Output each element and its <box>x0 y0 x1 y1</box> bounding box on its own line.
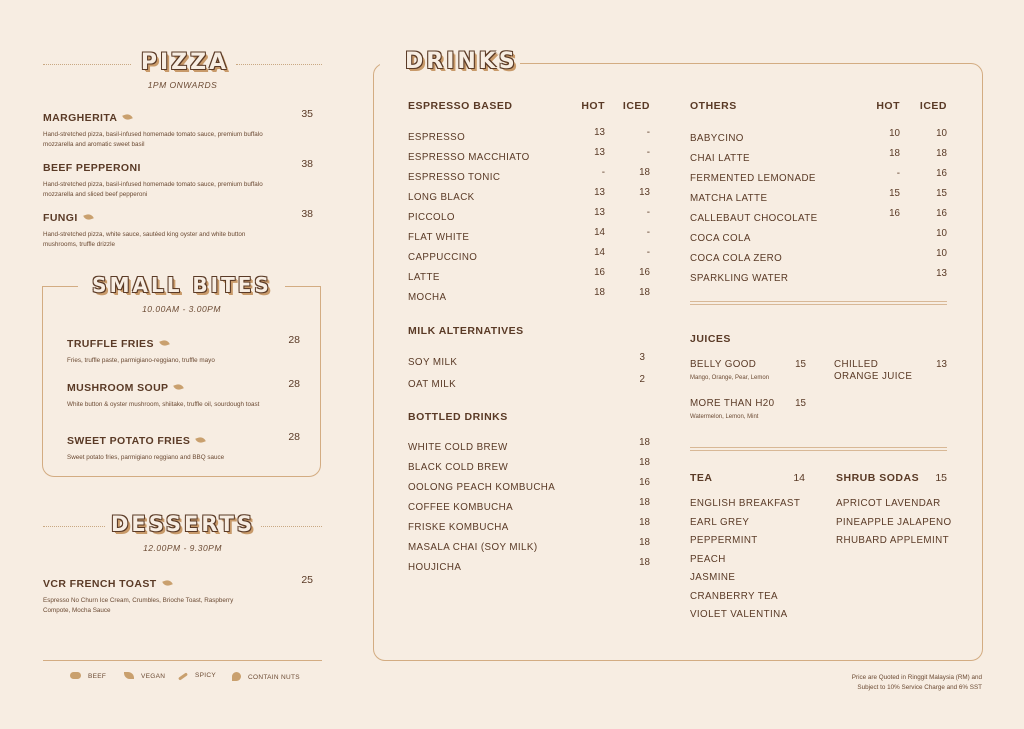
drink-price: 3 <box>639 352 645 363</box>
iced-price: 16 <box>936 208 947 219</box>
hot-price: 16 <box>594 267 605 278</box>
item-price: 38 <box>301 158 313 170</box>
iced-price: 10 <box>936 228 947 239</box>
drink-name: BELLY GOOD <box>690 359 757 370</box>
drink-name: LATTE <box>408 272 440 283</box>
item-description: Fries, truffle paste, parmigiano-reggiano, truffle mayo <box>67 357 215 364</box>
drink-price: 18 <box>639 437 650 448</box>
legend-spicy: SPICY <box>178 672 216 679</box>
menu-item <box>43 158 313 199</box>
legend-beef: BEEF <box>70 672 106 680</box>
juice-item <box>690 398 806 420</box>
divider <box>261 526 322 527</box>
hot-price: 13 <box>594 127 605 138</box>
hot-header: HOT <box>876 100 900 112</box>
espresso-header: ESPRESSO BASED <box>408 100 513 112</box>
drink-name: BLACK COLD BREW <box>408 462 509 473</box>
shrub-price: 15 <box>935 472 947 484</box>
iced-price: 10 <box>936 128 947 139</box>
iced-price: 15 <box>936 188 947 199</box>
iced-price: - <box>646 147 650 158</box>
drink-name: MOCHA <box>408 292 447 303</box>
drink-name: PICCOLO <box>408 212 455 223</box>
vegan-icon <box>83 213 94 222</box>
item-name: TRUFFLE FRIES <box>67 338 154 350</box>
drink-name: COFFEE KOMBUCHA <box>408 502 514 513</box>
shrub-header: SHRUB SODAS <box>836 472 920 484</box>
item-price: 38 <box>301 208 313 220</box>
section-title-drinks: DRINKS <box>405 49 518 74</box>
pizza-subtitle: 1PM ONWARDS <box>147 80 218 90</box>
drink-name: CHILLED <box>834 359 879 370</box>
drink-row <box>408 457 650 477</box>
drink-name: FERMENTED LEMONADE <box>690 173 816 184</box>
tea-item: JASMINE <box>690 572 736 583</box>
iced-price: - <box>646 207 650 218</box>
drink-name: FLAT WHITE <box>408 232 470 243</box>
drink-name: CHAI LATTE <box>690 153 750 164</box>
nuts-icon <box>162 579 173 588</box>
chili-icon <box>178 672 188 680</box>
drink-name: ESPRESSO MACCHIATO <box>408 152 530 163</box>
item-name: BEEF PEPPERONI <box>43 162 141 174</box>
hot-price: 13 <box>594 147 605 158</box>
iced-price: 18 <box>639 287 650 298</box>
iced-price: 13 <box>936 268 947 279</box>
iced-price: 16 <box>639 267 650 278</box>
drink-row <box>690 208 947 228</box>
drink-row <box>408 477 650 497</box>
iced-header: ICED <box>919 100 947 112</box>
drink-price: 15 <box>795 359 806 370</box>
iced-price: - <box>646 127 650 138</box>
section-title-desserts: DESSERTS <box>110 512 256 536</box>
drink-name: CAPPUCCINO <box>408 252 478 263</box>
small-bites-subtitle: 10.00AM - 3.00PM <box>142 304 221 314</box>
iced-price: 13 <box>639 187 650 198</box>
item-name: MUSHROOM SOUP <box>67 382 169 394</box>
drink-name: HOUJICHA <box>408 562 462 573</box>
drink-price: 18 <box>639 537 650 548</box>
menu-item <box>43 108 313 149</box>
drink-price: 13 <box>936 359 947 370</box>
hot-price: 14 <box>594 247 605 258</box>
drink-price: 16 <box>639 477 650 488</box>
hot-price: 14 <box>594 227 605 238</box>
drink-row <box>408 207 650 227</box>
drink-row <box>408 187 650 207</box>
vegan-icon <box>174 383 185 392</box>
drink-row <box>408 227 650 247</box>
item-description: White button & oyster mushroom, shiitake, truffle oil, sourdough toast <box>67 401 260 408</box>
item-price: 28 <box>288 378 300 390</box>
drink-row <box>408 147 650 167</box>
section-title-pizza: PIZZA <box>140 50 230 75</box>
drink-description: Mango, Orange, Pear, Lemon <box>690 375 770 381</box>
drink-row <box>690 128 947 148</box>
espresso-list <box>408 127 650 307</box>
hot-header: HOT <box>581 100 605 112</box>
tea-item: ENGLISH BREAKFAST <box>690 498 801 509</box>
juices-header: JUICES <box>690 333 731 345</box>
drink-name: ORANGE JUICE <box>834 371 913 382</box>
bottled-list <box>408 437 650 577</box>
tea-item: PEACH <box>690 553 726 565</box>
drink-row <box>408 267 650 287</box>
drink-price: 2 <box>639 374 645 385</box>
item-price: 35 <box>301 108 313 120</box>
item-price: 28 <box>288 431 300 443</box>
drink-name: WHITE COLD BREW <box>408 442 508 453</box>
menu-item <box>67 431 300 463</box>
item-description: Hand-stretched pizza, basil-infused homemade tomato sauce, premium buffalo mozzarella and aromatic sweet basil <box>43 131 263 148</box>
drink-row <box>408 352 650 374</box>
drink-row <box>408 557 650 577</box>
nut-icon <box>232 672 241 681</box>
drink-row <box>690 248 947 268</box>
drink-row <box>690 148 947 168</box>
drink-name: OAT MILK <box>408 379 457 390</box>
hot-price: 18 <box>594 287 605 298</box>
item-name: FUNGI <box>43 212 78 224</box>
drink-row <box>690 188 947 208</box>
shrub-item: RHUBARD APPLEMINT <box>836 535 949 546</box>
drink-row <box>690 168 947 188</box>
drink-row <box>408 437 650 457</box>
iced-price: 16 <box>936 168 947 179</box>
vegan-icon <box>196 436 207 445</box>
drink-name: MASALA CHAI (SOY MILK) <box>408 542 538 553</box>
drink-description: Watermelon, Lemon, Mint <box>690 414 759 420</box>
vegan-icon <box>124 672 134 679</box>
drink-name: FRISKE KOMBUCHA <box>408 522 509 533</box>
drink-row <box>408 127 650 147</box>
shrub-list <box>836 498 952 554</box>
legend-nuts: CONTAIN NUTS <box>232 672 300 681</box>
hot-price: 16 <box>889 208 900 219</box>
drink-row <box>408 247 650 267</box>
vegan-icon <box>159 339 170 348</box>
beef-icon <box>70 672 81 679</box>
item-price: 25 <box>301 574 313 586</box>
hot-price: 13 <box>594 187 605 198</box>
desserts-subtitle: 12.00PM - 9.30PM <box>143 543 222 553</box>
item-price: 28 <box>288 334 300 346</box>
tea-list <box>690 498 800 628</box>
iced-header: ICED <box>622 100 650 112</box>
vegan-icon <box>123 113 134 122</box>
iced-price: - <box>646 247 650 258</box>
juice-item <box>834 359 947 382</box>
drink-row <box>690 228 947 248</box>
hot-price: 10 <box>889 128 900 139</box>
tea-item: VIOLET VALENTINA <box>690 609 788 620</box>
iced-price: 18 <box>639 167 650 178</box>
drink-row <box>408 517 650 537</box>
drink-name: COCA COLA <box>690 233 751 244</box>
iced-price: - <box>646 227 650 238</box>
iced-price: 10 <box>936 248 947 259</box>
menu-item <box>67 378 300 410</box>
milk-header: MILK ALTERNATIVES <box>408 325 524 337</box>
hot-price: - <box>601 167 605 178</box>
item-name: MARGHERITA <box>43 112 118 124</box>
item-description: Hand-stretched pizza, white sauce, sautéed king oyster and white button mushrooms, truffle drizzle <box>43 231 246 248</box>
menu-item <box>43 574 313 615</box>
title-rule <box>522 63 968 64</box>
iced-price: 18 <box>936 148 947 159</box>
drink-name: SOY MILK <box>408 357 458 368</box>
drink-price: 18 <box>639 517 650 528</box>
drink-name: CALLEBAUT CHOCOLATE <box>690 213 818 224</box>
bottled-header: BOTTLED DRINKS <box>408 411 508 423</box>
drink-name: COCA COLA ZERO <box>690 253 783 264</box>
menu-item <box>43 208 313 249</box>
item-description: Espresso No Churn Ice Cream, Crumbles, Brioche Toast, Raspberry Compote, Mocha Sauce <box>43 597 234 614</box>
item-description: Sweet potato fries, parmigiano reggiano and BBQ sauce <box>67 454 225 461</box>
drink-row <box>408 374 650 396</box>
others-list <box>690 128 947 288</box>
tea-header: TEA <box>690 472 713 484</box>
price-footnote: Price are Quoted in Ringgit Malaysia (RM) and Subject to 10% Service Charge and 6% SST <box>851 674 982 691</box>
juice-item <box>690 359 806 381</box>
shrub-item: PINEAPPLE JALAPENO <box>836 516 952 528</box>
drink-row <box>408 537 650 557</box>
legend-divider <box>43 660 322 661</box>
drink-row <box>408 167 650 187</box>
drink-name: MORE THAN H20 <box>690 398 775 409</box>
frame-top-right <box>285 286 321 287</box>
divider <box>43 526 105 527</box>
divider <box>690 301 947 305</box>
hot-price: 18 <box>889 148 900 159</box>
divider <box>43 64 131 65</box>
drink-name: LONG BLACK <box>408 192 475 203</box>
tea-price: 14 <box>793 472 805 484</box>
drink-price: 15 <box>795 398 806 409</box>
hot-price: 15 <box>889 188 900 199</box>
drink-row <box>408 287 650 307</box>
milk-list <box>408 352 650 396</box>
drink-name: SPARKLING WATER <box>690 273 789 284</box>
legend-vegan: VEGAN <box>124 672 165 680</box>
others-header: OTHERS <box>690 100 737 112</box>
drink-name: ESPRESSO TONIC <box>408 172 501 183</box>
drink-price: 18 <box>639 557 650 568</box>
tea-item: CRANBERRY TEA <box>690 590 778 602</box>
drink-name: MATCHA LATTE <box>690 193 768 204</box>
drink-row <box>690 268 947 288</box>
drink-price: 18 <box>639 497 650 508</box>
drink-price: 18 <box>639 457 650 468</box>
hot-price: 13 <box>594 207 605 218</box>
section-title-small-bites: SMALL BITES <box>92 273 272 297</box>
divider <box>690 447 947 451</box>
item-name: VCR FRENCH TOAST <box>43 578 157 590</box>
drink-name: BABYCINO <box>690 133 744 144</box>
tea-item: PEPPERMINT <box>690 535 758 546</box>
menu-item <box>67 334 300 366</box>
item-description: Hand-stretched pizza, basil-infused homemade tomato sauce, premium buffalo mozzarella and sliced beef pepperoni <box>43 181 263 198</box>
frame-top-left <box>42 286 78 287</box>
drink-row <box>408 497 650 517</box>
divider <box>236 64 322 65</box>
drink-name: OOLONG PEACH KOMBUCHA <box>408 482 556 493</box>
hot-price: - <box>896 168 900 179</box>
item-name: SWEET POTATO FRIES <box>67 435 191 447</box>
tea-item: EARL GREY <box>690 516 750 528</box>
drink-name: ESPRESSO <box>408 132 466 143</box>
shrub-item: APRICOT LAVENDAR <box>836 498 941 509</box>
